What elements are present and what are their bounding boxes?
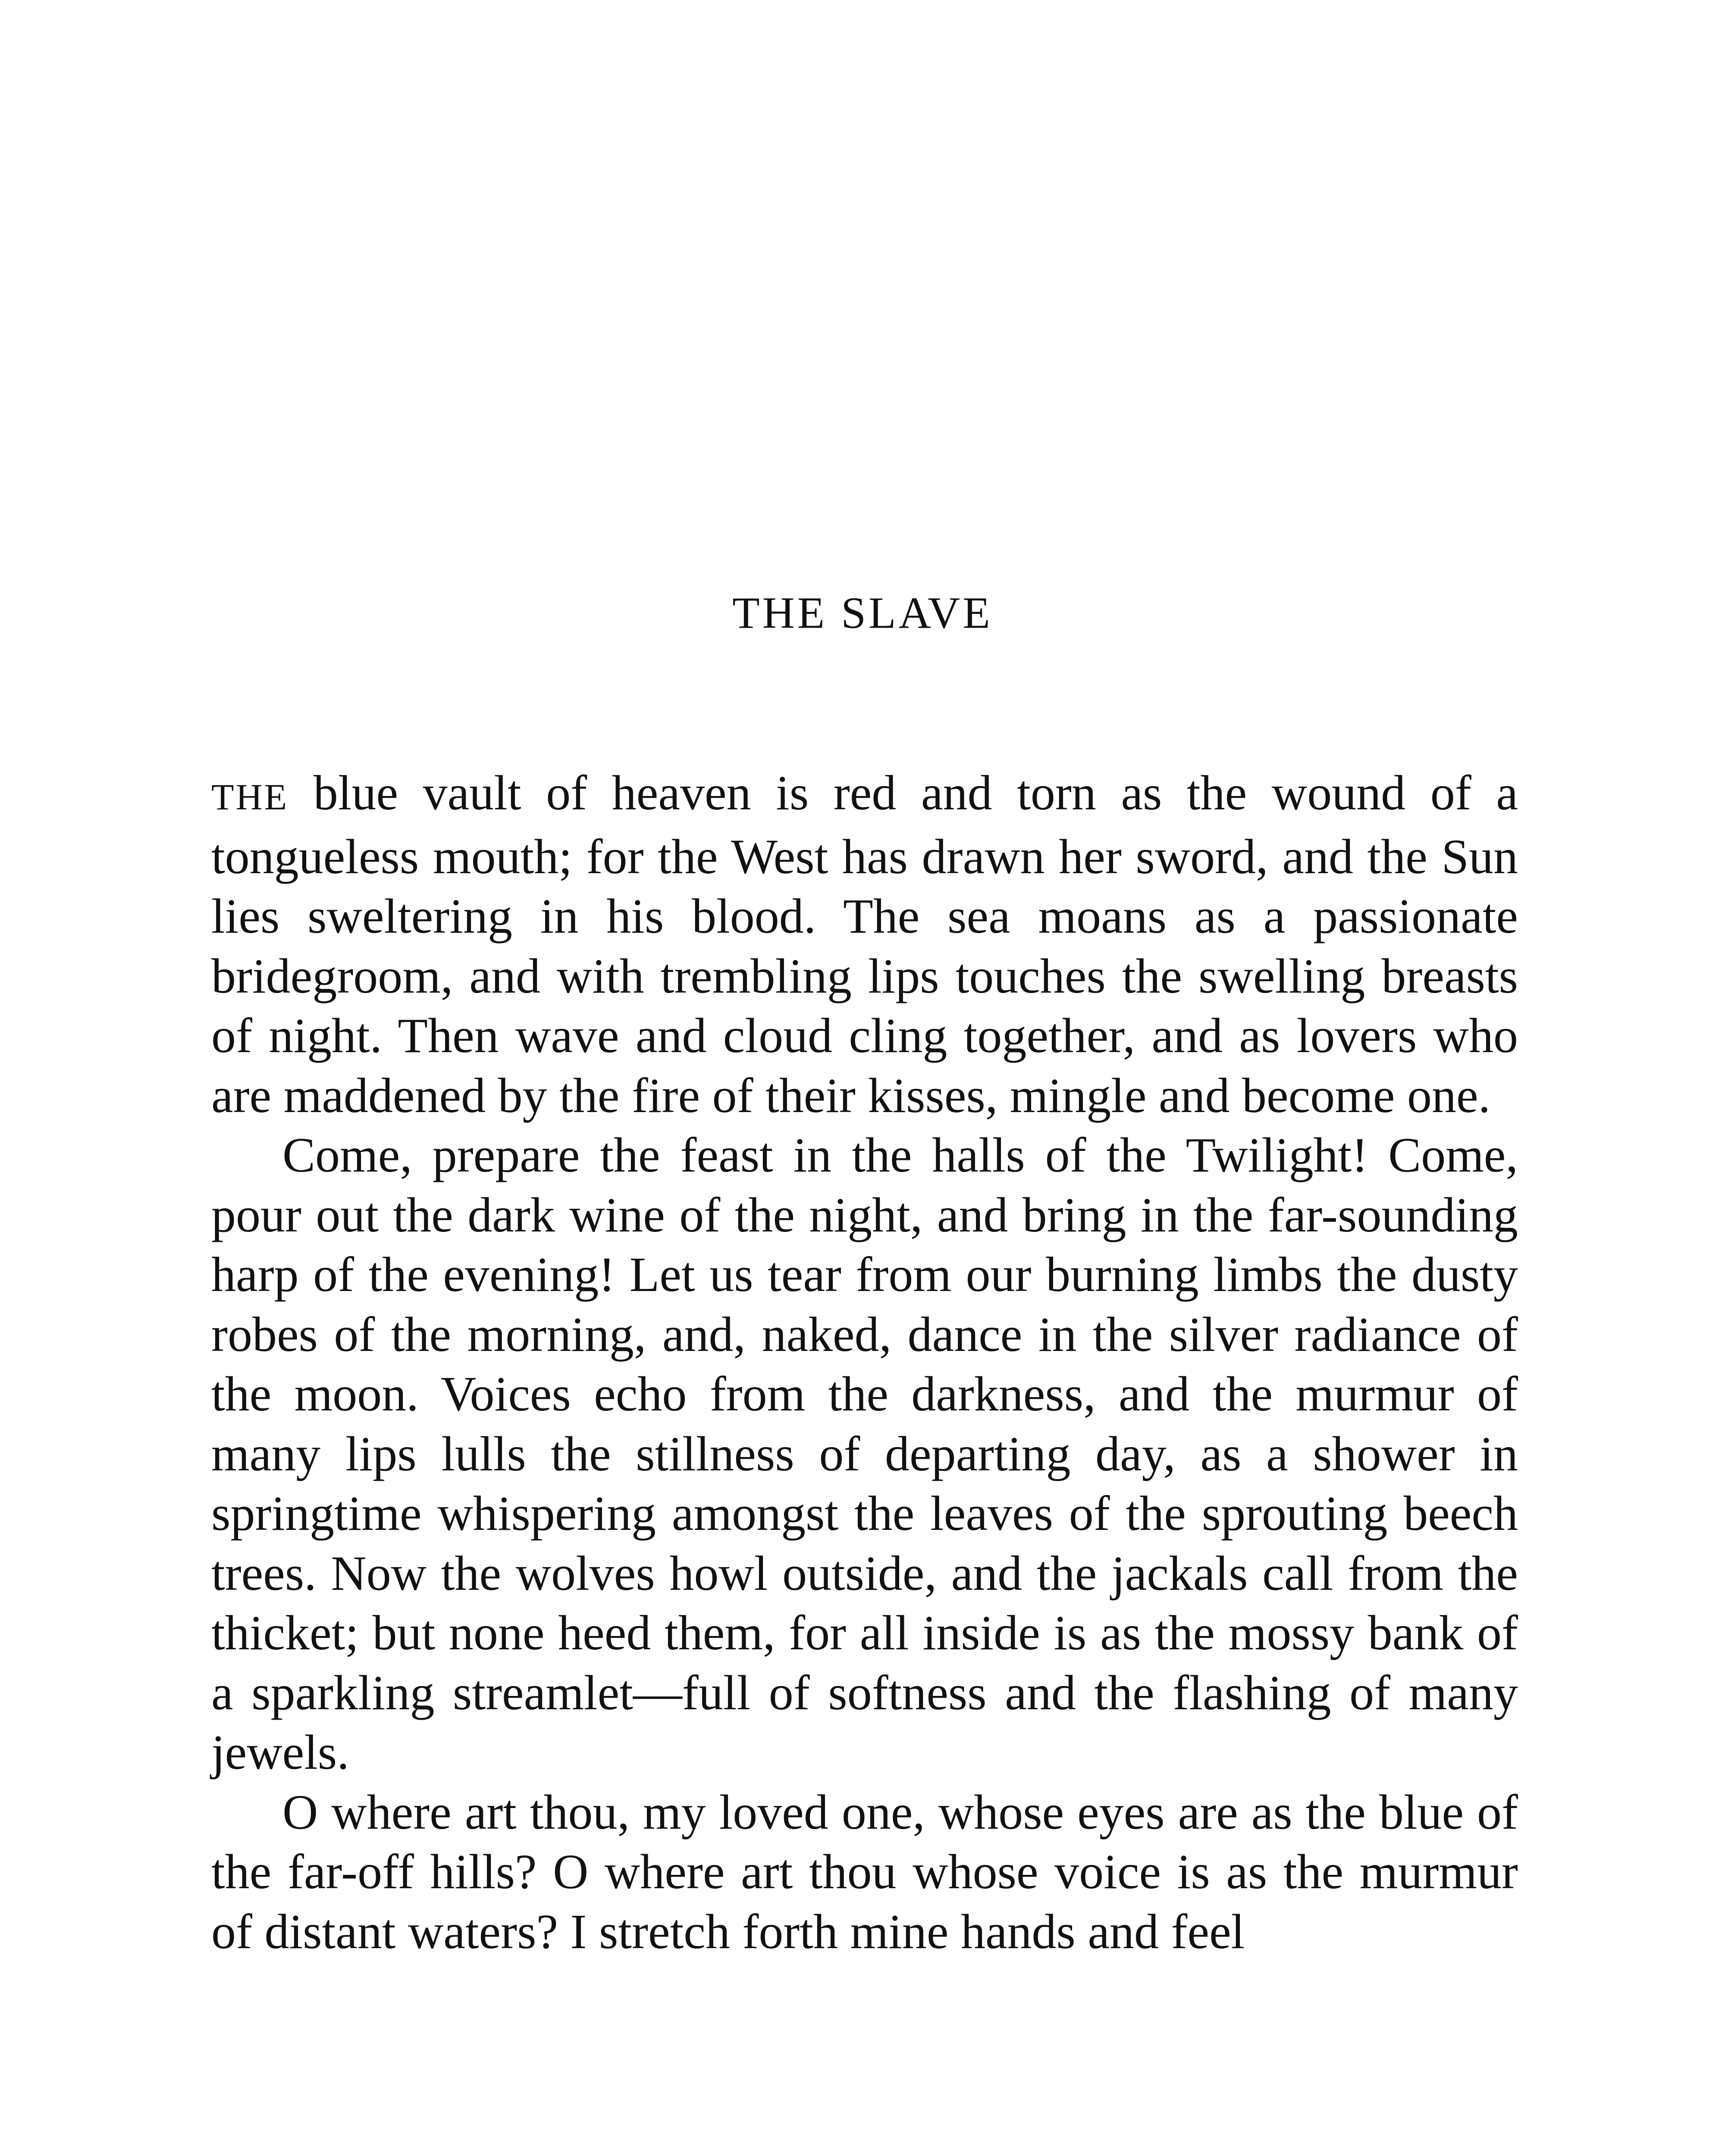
paragraph-1-text: blue vault of heaven is red and torn as the wound of a tongueless mouth; for the West has drawn her sword, and the Sun lies sweltering in his blood. The sea moans as a passionate bridegroom, and with trembling lips touches the swelling breasts of night. Then wave and cloud cling together, and as lovers who are maddened by the fire of their kisses, mingle and become one. [211, 765, 1518, 1123]
paragraph-2: Come, prepare the feast in the halls of the Twilight! Come, pour out the dark wine of the night, and bring in the far-sounding harp of the evening! Let us tear from our burning limbs the dusty robes of the morning, and, naked, dance in the silver radiance of the moon. Voices echo from the darkness, and the murmur of many lips lulls the stillness of departing day, as a shower in springtime whispering amongst the leaves of the sprouting beech trees. Now the wolves howl outside, and the jackals call from the thicket; but none heed them, for all inside is as the mossy bank of a sparkling streamlet—full of softness and the flashing of many jewels. [211, 1128, 1518, 1780]
body-text [211, 763, 1518, 1962]
page-title: THE SLAVE [732, 588, 993, 638]
paragraph-3: O where art thou, my loved one, whose eyes are as the blue of the far-off hills? O where art thou whose voice is as the murmur of distant waters? I stretch forth mine hands and feel [211, 1784, 1518, 1959]
paragraph-1 [211, 763, 1518, 1125]
drop-lead-word: THE [211, 776, 289, 818]
